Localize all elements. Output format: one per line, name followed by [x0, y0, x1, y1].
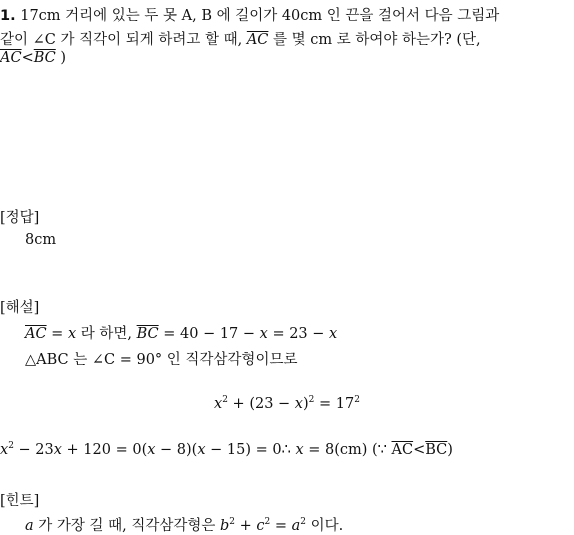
text: =	[270, 518, 292, 534]
exp: 2	[354, 395, 360, 406]
segment-ac: $\overline{AC}$	[246, 32, 269, 48]
hint-heading: [힌트]	[0, 493, 40, 509]
var-c: c	[256, 518, 265, 534]
text: = 23 −	[267, 326, 330, 342]
solution-step-4	[0, 442, 453, 458]
exp: 2	[308, 395, 315, 406]
problem-line-3	[0, 50, 66, 66]
solution-step-1	[25, 322, 337, 343]
exp: 2	[264, 517, 271, 528]
text: + (23 −	[227, 396, 295, 412]
text: 이다.	[306, 518, 344, 534]
text: − 8)(	[155, 442, 198, 458]
exp: 2	[8, 441, 14, 452]
segment-bc: $\overline{BC}$	[136, 326, 159, 342]
solution-step-2: △ABC 는 ∠C = 90° 인 직각삼각형이므로	[25, 352, 298, 368]
var-a: a	[25, 518, 34, 534]
text: = 40 − 17 −	[158, 326, 260, 342]
var-x: x	[214, 396, 223, 412]
answer-value: 8cm	[25, 232, 57, 248]
problem-line-2	[0, 28, 481, 49]
var-x: x	[67, 326, 77, 342]
segment-ac: $\overline{AC}$	[391, 442, 414, 458]
problem-number: 1.	[0, 8, 16, 24]
solution-heading: [해설]	[0, 300, 40, 316]
text: + 120 = 0(	[61, 442, 148, 458]
text: 라 하면,	[76, 326, 137, 342]
var-x: x	[197, 442, 206, 458]
less-than: <	[21, 50, 34, 66]
exp: 2	[300, 517, 307, 528]
var-x: x	[295, 442, 304, 458]
var-x: x	[259, 326, 268, 342]
exp: 2	[222, 395, 228, 406]
text: )	[302, 396, 309, 412]
segment-bc: $\overline{BC}$	[425, 442, 448, 458]
var-b: b	[220, 518, 230, 534]
less-than: <	[413, 442, 426, 458]
var-x: x	[0, 442, 9, 458]
answer-heading: [정답]	[0, 210, 40, 226]
text: +	[235, 518, 257, 534]
var-x: x	[53, 442, 62, 458]
var-x: x	[329, 326, 338, 342]
segment-bc: $\overline{BC}$	[33, 50, 56, 66]
segment-ac: $\overline{AC}$	[0, 50, 22, 66]
text: = 17	[314, 396, 355, 412]
problem-text-2a: 같이 ∠C 가 직각이 되게 하려고 할 때,	[0, 32, 247, 48]
hint-text	[25, 514, 343, 535]
solution-equation	[0, 396, 574, 412]
text: − 15) = 0∴	[205, 442, 296, 458]
text: 가 가장 길 때, 직각삼각형은	[33, 518, 220, 534]
text: =	[46, 326, 68, 342]
text: )	[447, 442, 453, 458]
problem-text-2b: 를 몇 cm 로 하여야 하는가? (단,	[268, 32, 481, 48]
problem-text-3-end: )	[55, 50, 67, 66]
var-x: x	[294, 396, 303, 412]
text: − 23	[13, 442, 54, 458]
var-x: x	[147, 442, 156, 458]
exp: 2	[229, 517, 236, 528]
text: = 8(cm) (∵	[303, 442, 392, 458]
var-a: a	[291, 518, 301, 534]
segment-ac: $\overline{AC}$	[25, 326, 47, 342]
problem-line-1	[0, 4, 499, 25]
problem-text-1: 17cm 거리에 있는 두 못 A, B 에 길이가 40cm 인 끈을 걸어서 다음 그림과	[20, 8, 500, 24]
